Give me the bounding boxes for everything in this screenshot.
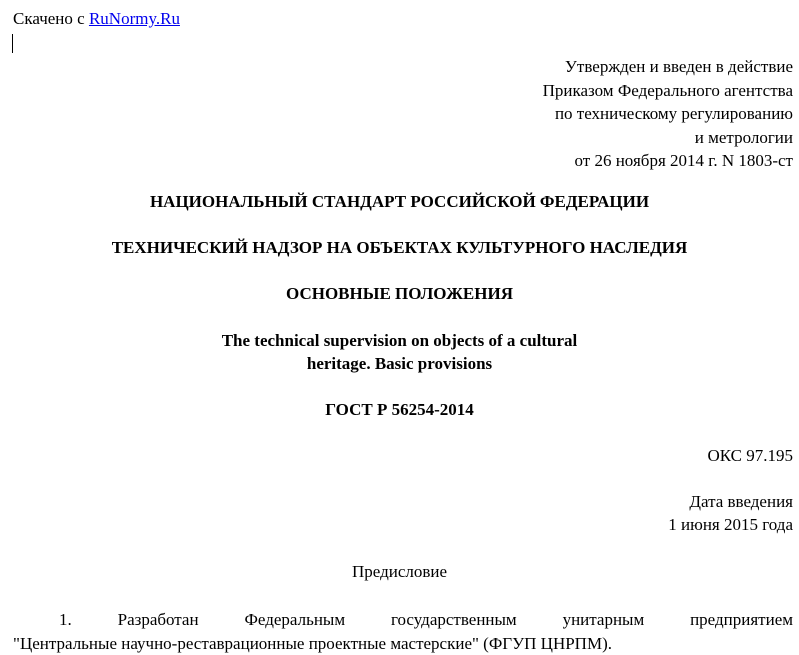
paragraph-line-2: "Центральные научно-реставрационные проектные мастерские" (ФГУП ЦНРПМ). bbox=[13, 632, 793, 655]
approval-line: Утвержден и введен в действие bbox=[543, 55, 793, 79]
approval-line: Приказом Федерального агентства bbox=[543, 79, 793, 103]
paragraph-word: предприятием bbox=[690, 608, 793, 632]
oks-code: ОКС 97.195 bbox=[707, 446, 793, 466]
document-title-ru: ТЕХНИЧЕСКИЙ НАДЗОР НА ОБЪЕКТАХ КУЛЬТУРНОГО НАСЛЕДИЯ bbox=[0, 238, 799, 258]
runormy-link[interactable]: RuNormy.Ru bbox=[89, 9, 180, 28]
downloaded-prefix: Скачено с bbox=[13, 9, 89, 28]
preface-paragraph-1 bbox=[13, 608, 793, 655]
intro-date: 1 июня 2015 года bbox=[668, 515, 793, 535]
preface-heading: Предисловие bbox=[0, 562, 799, 582]
gost-number: ГОСТ Р 56254-2014 bbox=[0, 400, 799, 420]
document-title-en-line1: The technical supervision on objects of a cultural bbox=[0, 331, 799, 351]
intro-date-label: Дата введения bbox=[689, 492, 793, 512]
document-title-en-line2: heritage. Basic provisions bbox=[0, 354, 799, 374]
paragraph-word: Федеральным bbox=[244, 608, 345, 632]
text-cursor bbox=[12, 34, 13, 53]
document-subtitle-ru: ОСНОВНЫЕ ПОЛОЖЕНИЯ bbox=[0, 284, 799, 304]
approval-line: и метрологии bbox=[543, 126, 793, 150]
paragraph-word: государственным bbox=[391, 608, 517, 632]
standard-title: НАЦИОНАЛЬНЫЙ СТАНДАРТ РОССИЙСКОЙ ФЕДЕРАЦИИ bbox=[0, 192, 799, 212]
paragraph-word: 1. bbox=[59, 608, 72, 632]
approval-line: от 26 ноября 2014 г. N 1803-ст bbox=[543, 149, 793, 173]
approval-line: по техническому регулированию bbox=[543, 102, 793, 126]
downloaded-from-notice bbox=[13, 9, 180, 29]
approval-block bbox=[543, 55, 793, 173]
paragraph-word: Разработан bbox=[118, 608, 199, 632]
paragraph-word: унитарным bbox=[563, 608, 645, 632]
paragraph-line-1 bbox=[13, 608, 793, 632]
